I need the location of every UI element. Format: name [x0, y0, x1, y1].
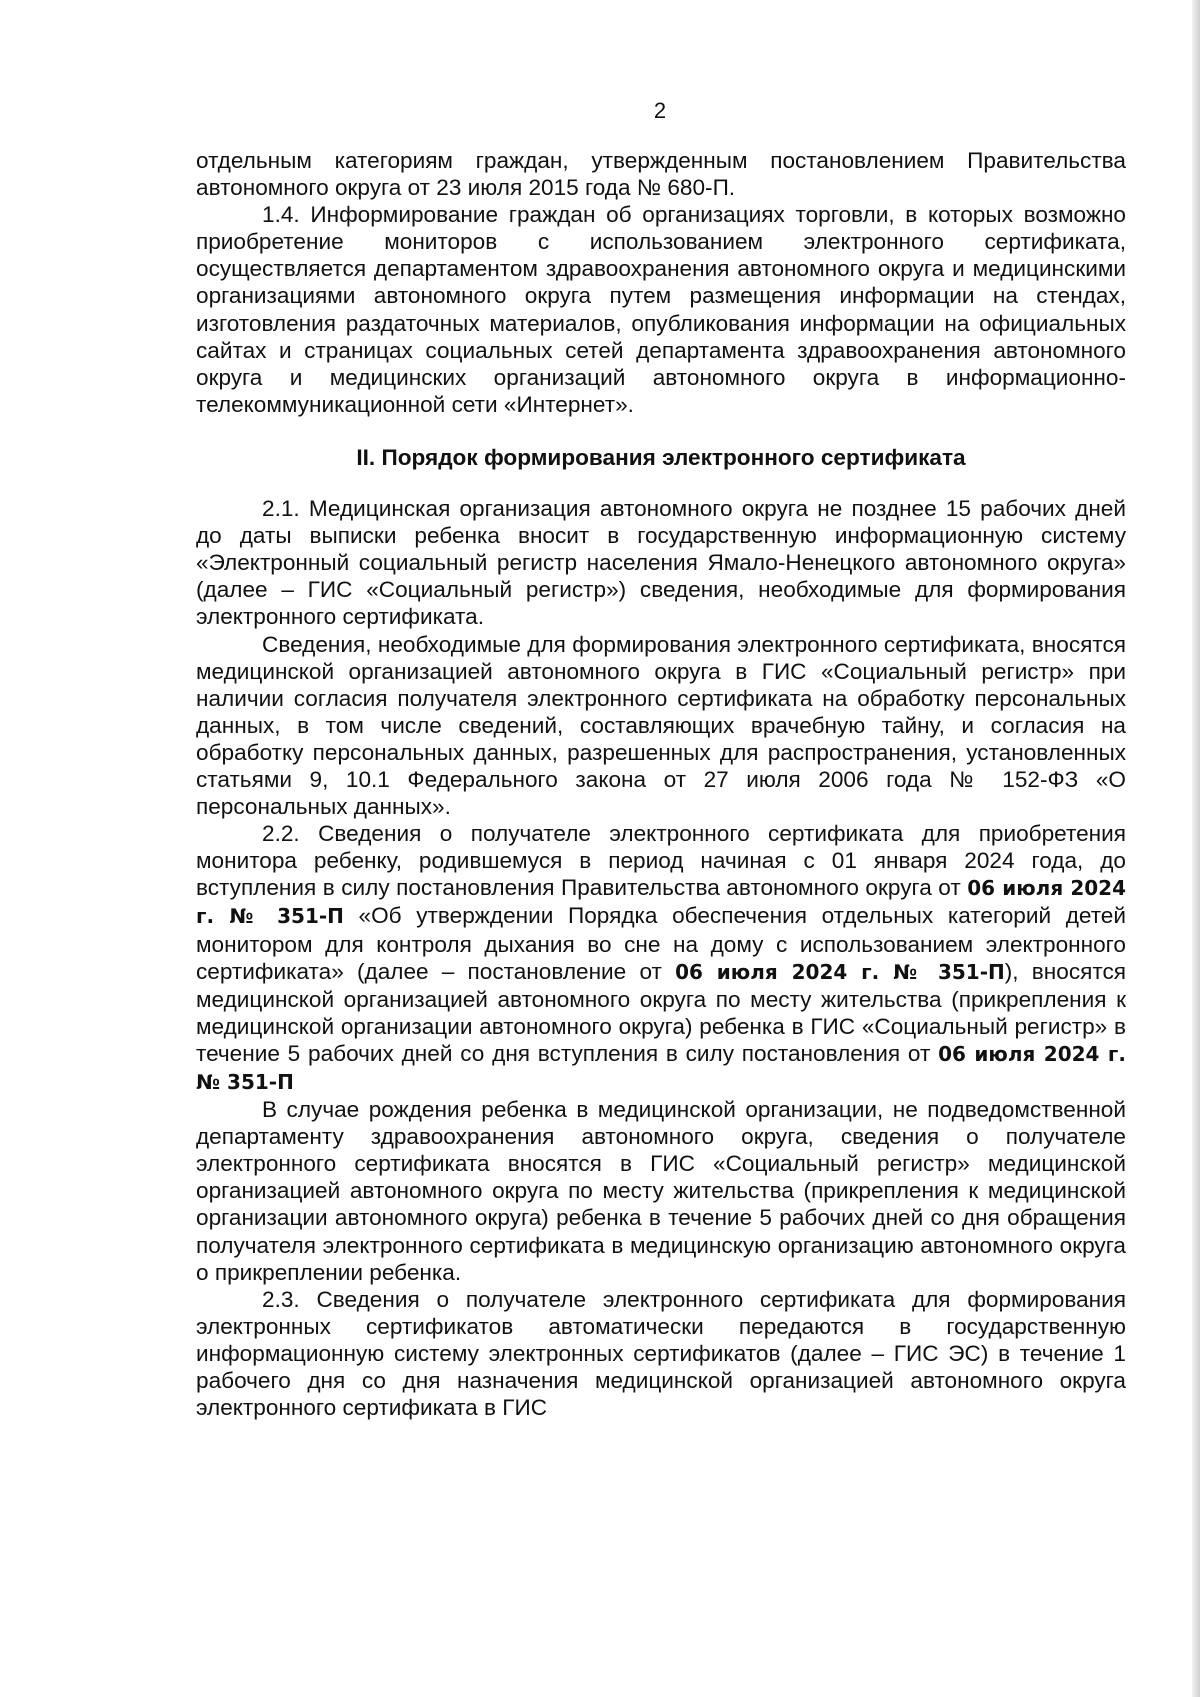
- paragraph-2-2-birth-case: В случае рождения ребенка в медицинской организации, не подведомственной департаменту здравоохранения автономного округа, сведения о получателе электронного сертификата вносятся в ГИС «Социальный регистр» медицинской организацией автономного округа по месту жительства (прикрепления к медицинской организации автономного округа) ребенка в течение 5 рабочих дней со дня обращения получателя электронного сертификата в медицинскую организацию автономного округа о прикреплении ребенка.: [196, 1097, 1126, 1285]
- paragraph-2-2: [196, 820, 1126, 1096]
- resolution-reference: 06 июля 2024 г. № 351-П: [196, 1041, 1126, 1094]
- scan-page-edge: [1192, 0, 1200, 1697]
- paragraph-2-2-text-c: ), вносятся медицинской организацией автономного округа по месту жительства (прикрепления к медицинской организации автономного округа) ребенка в ГИС «Социальный регистр» в течение 5 рабочих дней со дня вступления в силу постановления от: [196, 958, 1126, 1066]
- paragraph-continuation: отдельным категориям граждан, утвержденным постановлением Правительства автономного округа от 23 июля 2015 года № 680-П.: [196, 148, 1126, 201]
- resolution-reference: 06 июля 2024 г. № 351-П: [196, 876, 1126, 929]
- paragraph-2-3: 2.3. Сведения о получателе электронного сертификата для формирования электронных сертификатов автоматически передаются в государственную информационную систему электронных сертификатов (далее – ГИС ЭС) в течение 1 рабочего дня со дня назначения медицинской организацией автономного округа электронного сертификата в ГИС: [196, 1286, 1126, 1421]
- paragraph-2-1-consent: Сведения, необходимые для формирования электронного сертификата, вносятся медицинской организацией автономного округа в ГИС «Социальный регистр» при наличии согласия получателя электронного сертификата на обработку персональных данных, в том числе сведений, составляющих врачебную тайну, и согласия на обработку персональных данных, разрешенных для распространения, установленных статьями 9, 10.1 Федерального закона от 27 июля 2006 года № 152-ФЗ «О персональных данных».: [196, 631, 1126, 820]
- paragraph-2-2-text-b: «Об утверждении Порядка обеспечения отдельных категорий детей монитором для контроля дыхания во сне на дому с использованием электронного сертификата» (далее – постановление от: [196, 903, 1126, 984]
- paragraph-2-2-text-a: 2.2. Сведения о получателе электронного сертификата для приобретения монитора ребенку, родившемуся в период начиная с 01 января 2024 года, до вступления в силу постановления Правительства автономного округа от: [196, 821, 1126, 901]
- section-heading: II. Порядок формирования электронного сертификата: [356, 444, 966, 470]
- page-number: 2: [653, 98, 667, 123]
- resolution-reference: 06 июля 2024 г. № 351-П: [675, 959, 1005, 984]
- paragraph-1-4: 1.4. Информирование граждан об организациях торговли, в которых возможно приобретение мониторов с использованием электронного сертификата, осуществляется департаментом здравоохранения автономного округа и медицинскими организациями автономного округа путем размещения информации на стендах, изготовления раздаточных материалов, опубликования информации на официальных сайтах и страницах социальных сетей департамента здравоохранения автономного округа и медицинских организаций автономного округа в информационно-телекоммуникационной сети «Интернет».: [196, 202, 1126, 417]
- document-body: [196, 147, 1126, 1421]
- paragraph-2-1: 2.1. Медицинская организация автономного округа не позднее 15 рабочих дней до даты выписки ребенка вносит в государственную информационную систему «Электронный социальный регистр населения Ямало-Ненецкого автономного округа» (далее – ГИС «Социальный регистр») сведения, необходимые для формирования электронного сертификата.: [196, 496, 1126, 630]
